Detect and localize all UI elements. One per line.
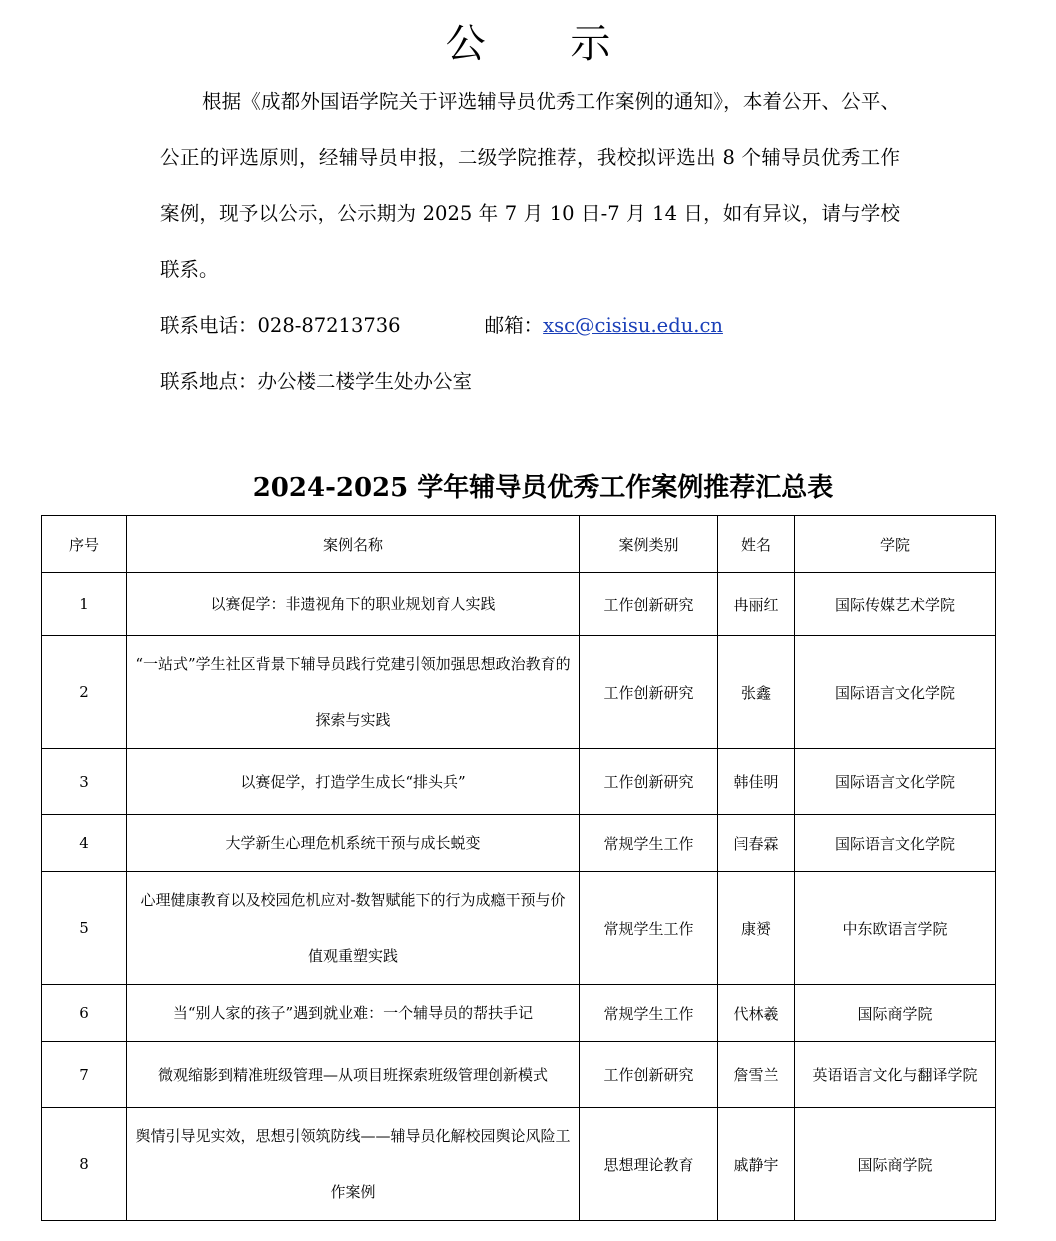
cell-person: 詹雪兰	[718, 1042, 795, 1108]
address-value: 办公楼二楼学生处办公室	[257, 370, 473, 393]
header-no: 序号	[42, 516, 127, 573]
contact-address-line	[160, 354, 900, 410]
table-row	[42, 872, 996, 985]
table-row	[42, 985, 996, 1042]
cell-no: 8	[42, 1108, 127, 1221]
cell-case-name: 舆情引导见实效，思想引领筑防线——辅导员化解校园舆论风险工作案例	[127, 1108, 580, 1221]
table-row	[42, 1108, 996, 1221]
cell-college: 国际语言文化学院	[795, 815, 996, 872]
cell-case-name: 大学新生心理危机系统干预与成长蜕变	[127, 815, 580, 872]
table-title: 2024-2025 学年辅导员优秀工作案例推荐汇总表	[252, 473, 834, 503]
cell-no: 3	[42, 749, 127, 815]
table-header-row	[42, 516, 996, 573]
cell-category: 工作创新研究	[580, 749, 718, 815]
table-row	[42, 1042, 996, 1108]
notice-body	[160, 74, 900, 410]
cell-person: 闫春霖	[718, 815, 795, 872]
table-row	[42, 636, 996, 749]
cell-person: 冉丽红	[718, 573, 795, 636]
notice-title: 公 示	[445, 21, 647, 67]
cell-case-name: 当“别人家的孩子”遇到就业难：一个辅导员的帮扶手记	[127, 985, 580, 1042]
header-college: 学院	[795, 516, 996, 573]
cell-person: 戚静宇	[718, 1108, 795, 1221]
cell-category: 常规学生工作	[580, 815, 718, 872]
cell-case-name: 以赛促学：非遗视角下的职业规划育人实践	[127, 573, 580, 636]
cell-category: 工作创新研究	[580, 636, 718, 749]
cell-college: 国际语言文化学院	[795, 749, 996, 815]
cell-case-name: 心理健康教育以及校园危机应对-数智赋能下的行为成瘾干预与价值观重塑实践	[127, 872, 580, 985]
cell-no: 2	[42, 636, 127, 749]
cell-college: 国际商学院	[795, 985, 996, 1042]
email-label: 邮箱：	[484, 314, 544, 337]
header-category: 案例类别	[580, 516, 718, 573]
cell-college: 英语语言文化与翻译学院	[795, 1042, 996, 1108]
table-row	[42, 749, 996, 815]
cell-no: 4	[42, 815, 127, 872]
notice-paragraph: 根据《成都外国语学院关于评选辅导员优秀工作案例的通知》，本着公开、公平、公正的评选原则，经辅导员申报，二级学院推荐，我校拟评选出 8 个辅导员优秀工作案例，现予以公示，公示期为 2025 年 7 月 10 日-7 月 14 日，如有异议，请与学校联系。	[160, 90, 900, 281]
cell-person: 康赟	[718, 872, 795, 985]
cell-category: 常规学生工作	[580, 872, 718, 985]
cell-category: 工作创新研究	[580, 1042, 718, 1108]
phone-number: 028-87213736	[257, 314, 401, 337]
cell-category: 工作创新研究	[580, 573, 718, 636]
table-row	[42, 573, 996, 636]
email-link[interactable]: xsc@cisisu.edu.cn	[543, 314, 723, 337]
cell-no: 5	[42, 872, 127, 985]
header-person: 姓名	[718, 516, 795, 573]
cell-no: 1	[42, 573, 127, 636]
address-label: 联系地点：	[160, 370, 258, 393]
cell-person: 代林羲	[718, 985, 795, 1042]
cell-category: 思想理论教育	[580, 1108, 718, 1221]
case-summary-table	[41, 515, 996, 1221]
header-case-name: 案例名称	[127, 516, 580, 573]
cell-no: 7	[42, 1042, 127, 1108]
cell-person: 韩佳明	[718, 749, 795, 815]
cell-college: 国际传媒艺术学院	[795, 573, 996, 636]
cell-case-name: 以赛促学，打造学生成长“排头兵”	[127, 749, 580, 815]
cell-person: 张鑫	[718, 636, 795, 749]
cell-college: 国际语言文化学院	[795, 636, 996, 749]
cell-college: 国际商学院	[795, 1108, 996, 1221]
cell-case-name: 微观缩影到精准班级管理—从项目班探索班级管理创新模式	[127, 1042, 580, 1108]
contact-phone-line	[160, 298, 900, 354]
phone-label: 联系电话：	[160, 314, 258, 337]
table-row	[42, 815, 996, 872]
cell-college: 中东欧语言学院	[795, 872, 996, 985]
cell-category: 常规学生工作	[580, 985, 718, 1042]
cell-case-name: “一站式”学生社区背景下辅导员践行党建引领加强思想政治教育的探索与实践	[127, 636, 580, 749]
cell-no: 6	[42, 985, 127, 1042]
